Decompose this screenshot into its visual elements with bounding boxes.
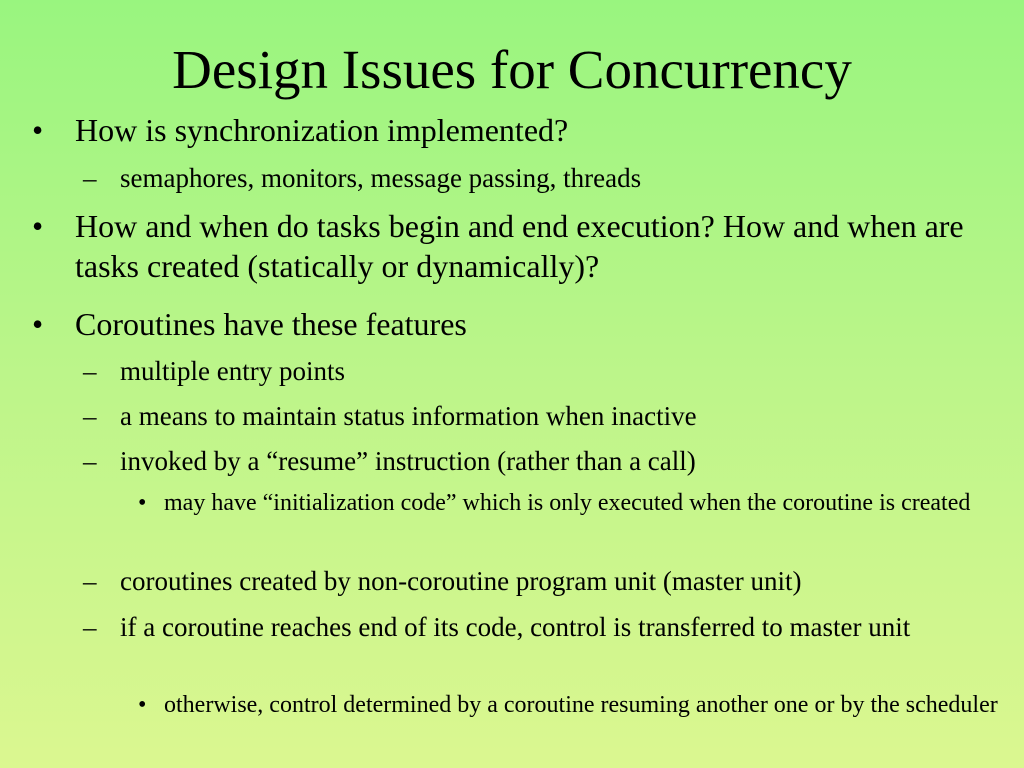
sub-bullet-text: coroutines created by non-coroutine program unit (master unit)	[120, 566, 802, 596]
sub-bullet-sync-mechanisms	[83, 162, 1000, 195]
sub-bullet-resume	[83, 445, 1000, 478]
bullet-text: How is synchronization implemented?	[75, 112, 569, 148]
bullet-dot-icon: •	[32, 306, 44, 342]
dash-icon: –	[83, 612, 97, 642]
sub-bullet-end-of-code	[83, 611, 1000, 644]
sub-sub-bullet-text: otherwise, control determined by a coroutine resuming another one or by the scheduler	[164, 692, 998, 718]
bullet-task-lifecycle	[32, 206, 995, 286]
bullet-dot-icon: •	[138, 490, 147, 516]
bullet-coroutines	[32, 304, 995, 344]
sub-sub-bullet-text: may have “initialization code” which is only executed when the coroutine is created	[164, 490, 971, 516]
dash-icon: –	[83, 356, 97, 386]
sub-bullet-status-info	[83, 400, 1000, 433]
sub-bullet-entry-points	[83, 355, 1000, 388]
bullet-dot-icon: •	[32, 112, 44, 148]
bullet-dot-icon: •	[32, 208, 44, 244]
sub-bullet-text: multiple entry points	[120, 356, 345, 386]
sub-bullet-text: if a coroutine reaches end of its code, control is transferred to master unit	[120, 612, 911, 642]
bullet-dot-icon: •	[138, 692, 147, 718]
slide-title: Design Issues for Concurrency	[172, 39, 852, 100]
dash-icon: –	[83, 566, 97, 596]
dash-icon: –	[83, 401, 97, 431]
bullet-text: How and when do tasks begin and end execution? How and when are tasks created (statically or dynamically)?	[75, 208, 964, 284]
bullet-synchronization	[32, 110, 995, 150]
dash-icon: –	[83, 446, 97, 476]
sub-bullet-text: semaphores, monitors, message passing, threads	[120, 163, 642, 193]
sub-bullet-text: a means to maintain status information when inactive	[120, 401, 697, 431]
sub-bullet-master-unit	[83, 565, 1000, 598]
sub-sub-bullet-initialization	[138, 486, 1014, 520]
sub-bullet-text: invoked by a “resume” instruction (rather than a call)	[120, 446, 696, 476]
bullet-text: Coroutines have these features	[75, 306, 467, 342]
dash-icon: –	[83, 163, 97, 193]
sub-sub-bullet-scheduler	[138, 688, 1014, 722]
